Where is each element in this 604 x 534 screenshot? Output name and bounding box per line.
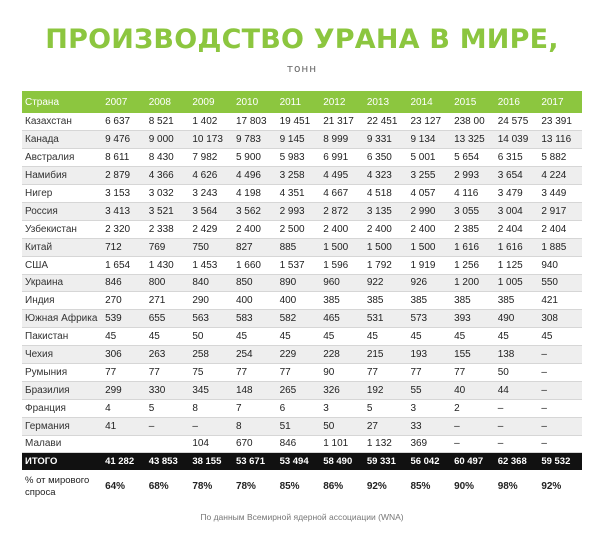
country-cell: Германия <box>22 417 102 435</box>
value-cell: 2 338 <box>146 220 190 238</box>
share-value-cell: 85% <box>279 481 300 493</box>
value-cell: 1 500 <box>320 238 364 256</box>
value-cell: 2 400 <box>364 220 408 238</box>
country-cell: Австралия <box>22 149 102 167</box>
value-cell: 45 <box>407 328 451 346</box>
value-cell: 840 <box>189 274 233 292</box>
value-cell: 6 <box>277 399 321 417</box>
value-cell: 8 521 <box>146 113 190 131</box>
value-cell: 583 <box>233 310 277 328</box>
value-cell: 193 <box>407 346 451 364</box>
total-value-cell: 43 853 <box>148 456 178 468</box>
value-cell: 6 350 <box>364 149 408 167</box>
value-cell: 4 224 <box>538 167 582 185</box>
value-cell: 827 <box>233 238 277 256</box>
value-cell: 1 500 <box>364 238 408 256</box>
value-cell: 2 400 <box>233 220 277 238</box>
value-cell: 258 <box>189 346 233 364</box>
country-cell: Нигер <box>22 185 102 203</box>
value-cell: 50 <box>495 363 539 381</box>
country-cell: Южная Африка <box>22 310 102 328</box>
value-cell: 77 <box>277 363 321 381</box>
share-value-cell: 92% <box>541 481 562 493</box>
country-cell: Чехия <box>22 346 102 364</box>
value-cell: 3 243 <box>189 185 233 203</box>
value-cell: 9 331 <box>364 131 408 149</box>
value-cell: 104 <box>189 435 233 453</box>
header-year: 2009 <box>192 96 215 108</box>
table-row <box>22 220 582 238</box>
value-cell: 17 803 <box>233 113 277 131</box>
header-year: 2007 <box>105 96 128 108</box>
country-cell: Казахстан <box>22 113 102 131</box>
value-cell: 77 <box>364 363 408 381</box>
value-cell: – <box>451 417 495 435</box>
country-cell: США <box>22 256 102 274</box>
value-cell: 1 101 <box>320 435 364 453</box>
value-cell: 769 <box>146 238 190 256</box>
value-cell: 2 917 <box>538 202 582 220</box>
value-cell: 22 451 <box>364 113 408 131</box>
uranium-production-table <box>22 91 582 504</box>
country-cell: Украина <box>22 274 102 292</box>
value-cell: 1 919 <box>407 256 451 274</box>
value-cell: 3 004 <box>495 202 539 220</box>
value-cell: 421 <box>538 292 582 310</box>
value-cell: 712 <box>102 238 146 256</box>
value-cell: 850 <box>233 274 277 292</box>
value-cell: 77 <box>102 363 146 381</box>
value-cell: 50 <box>320 417 364 435</box>
value-cell: 9 145 <box>277 131 321 149</box>
value-cell: 369 <box>407 435 451 453</box>
value-cell: 6 991 <box>320 149 364 167</box>
table-row <box>22 167 582 185</box>
value-cell: 308 <box>538 310 582 328</box>
share-row <box>22 470 582 504</box>
value-cell: 45 <box>320 328 364 346</box>
value-cell: 2 993 <box>277 202 321 220</box>
value-cell: 1 596 <box>320 256 364 274</box>
value-cell: 5 <box>146 399 190 417</box>
value-cell: 1 792 <box>364 256 408 274</box>
country-cell: Узбекистан <box>22 220 102 238</box>
value-cell: 55 <box>407 381 451 399</box>
value-cell: – <box>495 435 539 453</box>
value-cell: 41 <box>102 417 146 435</box>
value-cell: 6 315 <box>495 149 539 167</box>
value-cell: 263 <box>146 346 190 364</box>
value-cell: 13 116 <box>538 131 582 149</box>
header-year: 2010 <box>235 96 259 108</box>
value-cell: 3 153 <box>102 185 146 203</box>
value-cell: 3 255 <box>407 167 451 185</box>
value-cell: 800 <box>146 274 190 292</box>
value-cell: 2 <box>451 399 495 417</box>
value-cell: 3 479 <box>495 185 539 203</box>
chart-title: ПРОИЗВОДСТВО УРАНА В МИРЕ, <box>45 24 559 55</box>
header-year: 2015 <box>454 96 477 108</box>
value-cell: 45 <box>451 328 495 346</box>
value-cell: 885 <box>277 238 321 256</box>
value-cell: 3 055 <box>451 202 495 220</box>
value-cell: 33 <box>407 417 451 435</box>
header-country: Страна <box>25 96 60 108</box>
value-cell: 1 885 <box>538 238 582 256</box>
value-cell: 2 320 <box>102 220 146 238</box>
value-cell: 2 404 <box>538 220 582 238</box>
table-row <box>22 274 582 292</box>
total-value-cell: 59 532 <box>541 456 571 468</box>
value-cell: 2 400 <box>407 220 451 238</box>
value-cell: 385 <box>364 292 408 310</box>
value-cell: 890 <box>277 274 321 292</box>
value-cell: 4 198 <box>233 185 277 203</box>
table-body <box>22 113 582 504</box>
country-cell: Румыния <box>22 363 102 381</box>
total-value-cell: 59 331 <box>366 456 396 468</box>
value-cell: 299 <box>102 381 146 399</box>
value-cell: 4 495 <box>320 167 364 185</box>
value-cell: 2 429 <box>189 220 233 238</box>
value-cell: 3 521 <box>146 202 190 220</box>
table-row <box>22 328 582 346</box>
header-year: 2016 <box>497 96 520 108</box>
table-row <box>22 149 582 167</box>
share-value-cell: 90% <box>454 481 475 493</box>
value-cell: 8 <box>189 399 233 417</box>
value-cell: – <box>538 346 582 364</box>
value-cell: 45 <box>233 328 277 346</box>
value-cell: 960 <box>320 274 364 292</box>
value-cell: 229 <box>277 346 321 364</box>
value-cell: 2 990 <box>407 202 451 220</box>
table-row <box>22 417 582 435</box>
value-cell: 50 <box>189 328 233 346</box>
value-cell: 9 783 <box>233 131 277 149</box>
value-cell: 400 <box>277 292 321 310</box>
value-cell: 40 <box>451 381 495 399</box>
value-cell: 77 <box>146 363 190 381</box>
table-row <box>22 202 582 220</box>
share-value-cell: 92% <box>366 481 387 493</box>
value-cell: 1 616 <box>495 238 539 256</box>
value-cell: 45 <box>495 328 539 346</box>
value-cell: 254 <box>233 346 277 364</box>
total-value-cell: 41 282 <box>105 456 135 468</box>
value-cell: 4 057 <box>407 185 451 203</box>
value-cell: 27 <box>364 417 408 435</box>
total-label: ИТОГО <box>25 456 58 468</box>
value-cell: 1 660 <box>233 256 277 274</box>
value-cell: 385 <box>320 292 364 310</box>
table-row <box>22 256 582 274</box>
value-cell: 192 <box>364 381 408 399</box>
value-cell: 1 453 <box>189 256 233 274</box>
value-cell: 1 132 <box>364 435 408 453</box>
value-cell: – <box>538 399 582 417</box>
value-cell: 77 <box>451 363 495 381</box>
value-cell: 3 449 <box>538 185 582 203</box>
header-year: 2014 <box>410 96 433 108</box>
value-cell: 9 000 <box>146 131 190 149</box>
header-year: 2013 <box>366 96 390 108</box>
share-value-cell: 78% <box>235 481 256 493</box>
value-cell: 7 982 <box>189 149 233 167</box>
value-cell: 4 351 <box>277 185 321 203</box>
value-cell: 922 <box>364 274 408 292</box>
value-cell: 2 993 <box>451 167 495 185</box>
value-cell: 77 <box>407 363 451 381</box>
value-cell: 155 <box>451 346 495 364</box>
value-cell: 3 413 <box>102 202 146 220</box>
country-cell: Канада <box>22 131 102 149</box>
share-value-cell: 98% <box>497 481 518 493</box>
share-label: % от мирового спроса <box>25 474 90 498</box>
country-cell: Франция <box>22 399 102 417</box>
value-cell: 238 00 <box>451 113 495 131</box>
value-cell: 1 430 <box>146 256 190 274</box>
value-cell: 846 <box>102 274 146 292</box>
value-cell: 3 654 <box>495 167 539 185</box>
value-cell: 846 <box>277 435 321 453</box>
value-cell: 3 135 <box>364 202 408 220</box>
value-cell: 6 637 <box>102 113 146 131</box>
value-cell: 330 <box>146 381 190 399</box>
value-cell: 490 <box>495 310 539 328</box>
value-cell: – <box>189 417 233 435</box>
value-cell: – <box>451 435 495 453</box>
total-value-cell: 38 155 <box>192 456 222 468</box>
value-cell: 8 <box>233 417 277 435</box>
value-cell: 265 <box>277 381 321 399</box>
value-cell: 4 518 <box>364 185 408 203</box>
value-cell: 4 366 <box>146 167 190 185</box>
country-cell: Намибия <box>22 167 102 185</box>
total-value-cell: 58 490 <box>323 456 353 468</box>
value-cell: 148 <box>233 381 277 399</box>
country-cell: Пакистан <box>22 328 102 346</box>
table-row <box>22 363 582 381</box>
value-cell: 21 317 <box>320 113 364 131</box>
value-cell: 228 <box>320 346 364 364</box>
value-cell: 2 404 <box>495 220 539 238</box>
value-cell: – <box>538 417 582 435</box>
table-row <box>22 310 582 328</box>
value-cell: 1 402 <box>189 113 233 131</box>
value-cell: 1 500 <box>407 238 451 256</box>
value-cell: 550 <box>538 274 582 292</box>
value-cell: 24 575 <box>495 113 539 131</box>
value-cell: 4 667 <box>320 185 364 203</box>
value-cell: 3 562 <box>233 202 277 220</box>
value-cell: 670 <box>233 435 277 453</box>
value-cell: 2 400 <box>320 220 364 238</box>
value-cell: 19 451 <box>277 113 321 131</box>
value-cell: 1 256 <box>451 256 495 274</box>
country-cell: Индия <box>22 292 102 310</box>
value-cell: 290 <box>189 292 233 310</box>
value-cell: 4 626 <box>189 167 233 185</box>
share-value-cell: 64% <box>105 481 126 493</box>
value-cell: 306 <box>102 346 146 364</box>
value-cell <box>146 435 190 453</box>
header-year: 2008 <box>148 96 171 108</box>
value-cell: 5 882 <box>538 149 582 167</box>
value-cell: 271 <box>146 292 190 310</box>
table-row <box>22 185 582 203</box>
share-value-cell: 78% <box>192 481 213 493</box>
value-cell: 750 <box>189 238 233 256</box>
value-cell: – <box>538 435 582 453</box>
value-cell: 2 500 <box>277 220 321 238</box>
table-header-row <box>22 91 582 113</box>
value-cell: 2 385 <box>451 220 495 238</box>
share-value-cell: 68% <box>148 481 169 493</box>
value-cell: 77 <box>233 363 277 381</box>
value-cell: 3 258 <box>277 167 321 185</box>
table-row <box>22 381 582 399</box>
value-cell: 8 611 <box>102 149 146 167</box>
value-cell: 138 <box>495 346 539 364</box>
table-row <box>22 131 582 149</box>
value-cell: – <box>146 417 190 435</box>
value-cell: 4 <box>102 399 146 417</box>
value-cell: – <box>538 363 582 381</box>
value-cell: 400 <box>233 292 277 310</box>
value-cell: 582 <box>277 310 321 328</box>
total-row <box>22 453 582 470</box>
table-row <box>22 435 582 453</box>
value-cell: 573 <box>407 310 451 328</box>
table-row <box>22 113 582 131</box>
value-cell: 9 476 <box>102 131 146 149</box>
value-cell: 3 <box>320 399 364 417</box>
header-year: 2011 <box>279 96 302 108</box>
value-cell: 4 323 <box>364 167 408 185</box>
value-cell: 3 <box>407 399 451 417</box>
country-cell: Бразилия <box>22 381 102 399</box>
value-cell: 326 <box>320 381 364 399</box>
value-cell: 1 616 <box>451 238 495 256</box>
value-cell: 7 <box>233 399 277 417</box>
value-cell: 8 999 <box>320 131 364 149</box>
value-cell: 5 001 <box>407 149 451 167</box>
value-cell: 45 <box>364 328 408 346</box>
value-cell: 23 391 <box>538 113 582 131</box>
value-cell: 45 <box>102 328 146 346</box>
value-cell: 531 <box>364 310 408 328</box>
value-cell: 1 654 <box>102 256 146 274</box>
header-year: 2017 <box>541 96 564 108</box>
total-value-cell: 53 494 <box>279 456 309 468</box>
value-cell: 23 127 <box>407 113 451 131</box>
country-cell: Малави <box>22 435 102 453</box>
value-cell: – <box>495 417 539 435</box>
value-cell: – <box>495 399 539 417</box>
country-cell: Россия <box>22 202 102 220</box>
value-cell: 655 <box>146 310 190 328</box>
value-cell: 1 537 <box>277 256 321 274</box>
value-cell: 8 430 <box>146 149 190 167</box>
share-value-cell: 86% <box>323 481 344 493</box>
value-cell: 9 134 <box>407 131 451 149</box>
header-year: 2012 <box>323 96 346 108</box>
value-cell: 385 <box>407 292 451 310</box>
value-cell: 51 <box>277 417 321 435</box>
value-cell: 45 <box>277 328 321 346</box>
table-row <box>22 292 582 310</box>
value-cell: 45 <box>538 328 582 346</box>
value-cell: 14 039 <box>495 131 539 149</box>
value-cell: 940 <box>538 256 582 274</box>
value-cell: 10 173 <box>189 131 233 149</box>
value-cell: 2 879 <box>102 167 146 185</box>
table-row <box>22 346 582 364</box>
total-value-cell: 62 368 <box>497 456 527 468</box>
chart-subtitle: тонн <box>286 63 318 75</box>
value-cell: 44 <box>495 381 539 399</box>
value-cell: 5 <box>364 399 408 417</box>
country-cell: Китай <box>22 238 102 256</box>
value-cell: 3 564 <box>189 202 233 220</box>
value-cell: – <box>538 381 582 399</box>
value-cell: 539 <box>102 310 146 328</box>
table-row <box>22 238 582 256</box>
value-cell: 345 <box>189 381 233 399</box>
value-cell: 385 <box>451 292 495 310</box>
value-cell: 5 654 <box>451 149 495 167</box>
value-cell: 215 <box>364 346 408 364</box>
value-cell: 1 200 <box>451 274 495 292</box>
value-cell: 385 <box>495 292 539 310</box>
value-cell: 465 <box>320 310 364 328</box>
value-cell: 45 <box>146 328 190 346</box>
value-cell: 3 032 <box>146 185 190 203</box>
value-cell: 90 <box>320 363 364 381</box>
total-value-cell: 56 042 <box>410 456 440 468</box>
value-cell: 75 <box>189 363 233 381</box>
value-cell: 393 <box>451 310 495 328</box>
value-cell: 4 116 <box>451 185 495 203</box>
value-cell: 13 325 <box>451 131 495 149</box>
value-cell: 926 <box>407 274 451 292</box>
value-cell: 270 <box>102 292 146 310</box>
value-cell: 1 125 <box>495 256 539 274</box>
value-cell: 1 005 <box>495 274 539 292</box>
value-cell: 563 <box>189 310 233 328</box>
source-note: По данным Всемирной ядерной ассоциации (WNA) <box>200 512 404 522</box>
total-value-cell: 60 497 <box>454 456 484 468</box>
table-row <box>22 399 582 417</box>
share-value-cell: 85% <box>410 481 431 493</box>
total-value-cell: 53 671 <box>235 456 265 468</box>
value-cell: 5 900 <box>233 149 277 167</box>
value-cell: 5 983 <box>277 149 321 167</box>
value-cell <box>102 435 146 453</box>
value-cell: 4 496 <box>233 167 277 185</box>
value-cell: 2 872 <box>320 202 364 220</box>
